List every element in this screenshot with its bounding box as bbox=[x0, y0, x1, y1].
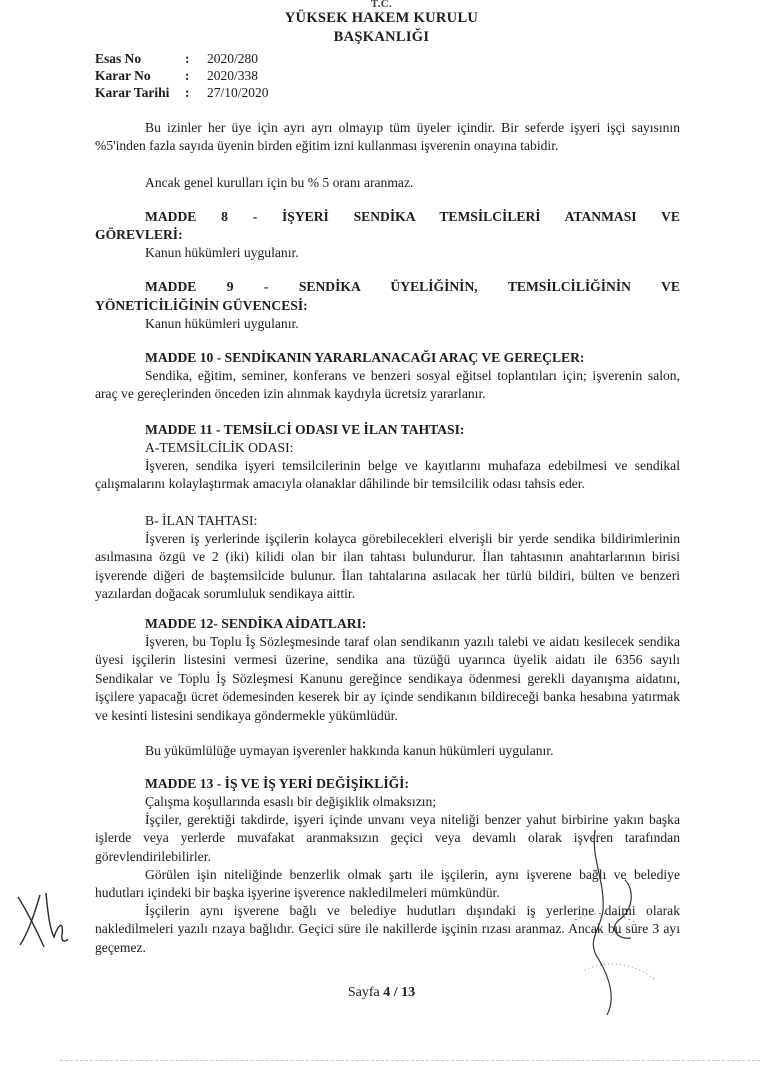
handwritten-initials-signature bbox=[10, 885, 70, 955]
madde-9-text: Kanun hükümleri uygulanır. bbox=[145, 316, 299, 331]
meta-label: Karar Tarihi bbox=[95, 85, 170, 100]
scan-edge-line bbox=[60, 1060, 760, 1061]
page-number bbox=[0, 985, 763, 1001]
madde-13-paragraph-4: İşçilerin aynı işverene bağlı ve belediye hudutları dışındaki iş yerlerine daimi olarak nakledilmeleri yazılı rızaya bağlıdır. Geçici süre ile nakillerde işçinin rızası aranmaz. Ancak bu süre 3 ayı geçemez. bbox=[95, 903, 680, 955]
madde-13-paragraph-2: İşçiler, gerektiği takdirde, işyeri içinde unvanı veya niteliği benzer yahut birbirine yakın başka işlerde veya yerlerde muvafakat aranmaksızın geçici veya devamlı olarak işveren tarafından görevlendirilebilirler. bbox=[95, 812, 680, 864]
madde-11-title: MADDE 11 - TEMSİLCİ ODASI VE İLAN TAHTASI: bbox=[145, 422, 465, 437]
meta-karar bbox=[95, 68, 258, 84]
header-subtitle: BAŞKANLIĞI bbox=[333, 29, 430, 45]
paragraph-egitim-izni: Bu izinler her üye için ayrı ayrı olmayıp tüm üyeler içindir. Bir seferde işyeri işçi sayısının %5'inden fazla sayıda üyenin birden eğitim izni kullanması işverenin onayına tabidir. bbox=[95, 120, 680, 154]
paragraph-genel-kurul: Ancak genel kurulları için bu % 5 oranı aranmaz. bbox=[145, 175, 414, 190]
meta-esas bbox=[95, 51, 258, 67]
header-tc: T.C. bbox=[370, 0, 393, 10]
meta-value: 2020/338 bbox=[207, 68, 259, 83]
header-title: YÜKSEK HAKEM KURULU bbox=[284, 10, 479, 26]
madde-8-title-line1: MADDE 8 - İŞYERİ SENDİKA TEMSİLCİLERİ ATANMASI VE bbox=[145, 209, 680, 224]
madde-8-title-line2: GÖREVLERİ: bbox=[95, 227, 183, 242]
madde-9-title-line1: MADDE 9 - SENDİKA ÜYELİĞİNİN, TEMSİLCİLİĞİNİN VE bbox=[145, 279, 680, 294]
meta-sep: : bbox=[185, 68, 190, 83]
madde-12-text: İşveren, bu Toplu İş Sözleşmesinde taraf olan sendikanın yazılı talebi ve aidatı kesilecek sendika üyesi işçilerin listesini vermesi üzerine, sendika ana tüzüğü uyarınca üyelik aidatı ile 6356 sayılı Sendikalar ve Toplu İş Sözleşmesi Kanunu gereğince sendikaya ödenmesi gerekli dayanışma aidatını, işçilere yapacağı ücret ödemesinden keserek bir ay içinde sendikanın bildireceği banka hesabına yatırmak ve kesinti listesini sendikaya göndermekle yükümlüdür. bbox=[95, 634, 680, 723]
madde-11-a-heading: A-TEMSİLCİLİK ODASI: bbox=[145, 440, 294, 455]
madde-12-text-2: Bu yükümlülüğe uymayan işverenler hakkında kanun hükümleri uygulanır. bbox=[145, 743, 554, 758]
meta-sep: : bbox=[185, 51, 190, 66]
page-separator: / bbox=[393, 985, 398, 1000]
madde-11-a-text: İşveren, sendika işyeri temsilcilerinin belge ve kayıtlarını muhafaza edebilmesi ve sendikal çalışmalarını kolaylaştırmak amacıyla olanaklar dâhilinde bir temsilcilik odası tahsis eder. bbox=[95, 458, 680, 492]
madde-10-title: MADDE 10 - SENDİKANIN YARARLANACAĞI ARAÇ VE GEREÇLER: bbox=[145, 350, 585, 365]
madde-8-text: Kanun hükümleri uygulanır. bbox=[145, 245, 299, 260]
meta-value: 2020/280 bbox=[207, 51, 259, 66]
meta-label: Esas No bbox=[95, 51, 142, 66]
meta-karar-tarihi bbox=[95, 85, 269, 101]
meta-value: 27/10/2020 bbox=[207, 85, 269, 100]
madde-10-text: Sendika, eğitim, seminer, konferans ve benzeri sosyal eğitsel toplantıları için; işverenin salon, araç ve gereçlerinden önceden izin alınmak kaydıyla ücretsiz yararlanır. bbox=[95, 368, 680, 402]
madde-13-paragraph-3: Görülen işin niteliğinde benzerlik olmak şartı ile işçilerin, aynı işverene bağlı ve belediye hudutları içindeki bir başka işyerine işverence nakledilmeleri mümkündür. bbox=[95, 867, 680, 901]
madde-9-title-line2: YÖNETİCİLİĞİNİN GÜVENCESİ: bbox=[95, 298, 308, 313]
meta-sep: : bbox=[185, 85, 190, 100]
page-current: 4 bbox=[383, 985, 391, 1000]
madde-12-title: MADDE 12- SENDİKA AİDATLARI: bbox=[145, 616, 367, 631]
madde-11-b-heading: B- İLAN TAHTASI: bbox=[145, 513, 258, 528]
page-prefix: Sayfa bbox=[347, 985, 380, 1000]
meta-label: Karar No bbox=[95, 68, 151, 83]
madde-13-intro: Çalışma koşullarında esaslı bir değişiklik olmaksızın; bbox=[145, 794, 437, 809]
madde-11-b-text: İşveren iş yerlerinde işçilerin kolayca görebilecekleri elverişli bir yerde sendika bildirimlerinin asılmasına özgü ve 2 (iki) kilidi olan bir ilan tahtası bulundurur. İlan tahtasının anahtarlarının birisi işverende diğeri de baştemsilcide bulunur. İlan tahtalarına asılacak her türlü bildiri, bülten ve benzeri yazılardan doğacak sorumluluk sendikaya aittir. bbox=[95, 531, 680, 602]
page-total: 13 bbox=[401, 985, 416, 1000]
madde-13-title: MADDE 13 - İŞ VE İŞ YERİ DEĞİŞİKLİĞİ: bbox=[145, 776, 410, 791]
